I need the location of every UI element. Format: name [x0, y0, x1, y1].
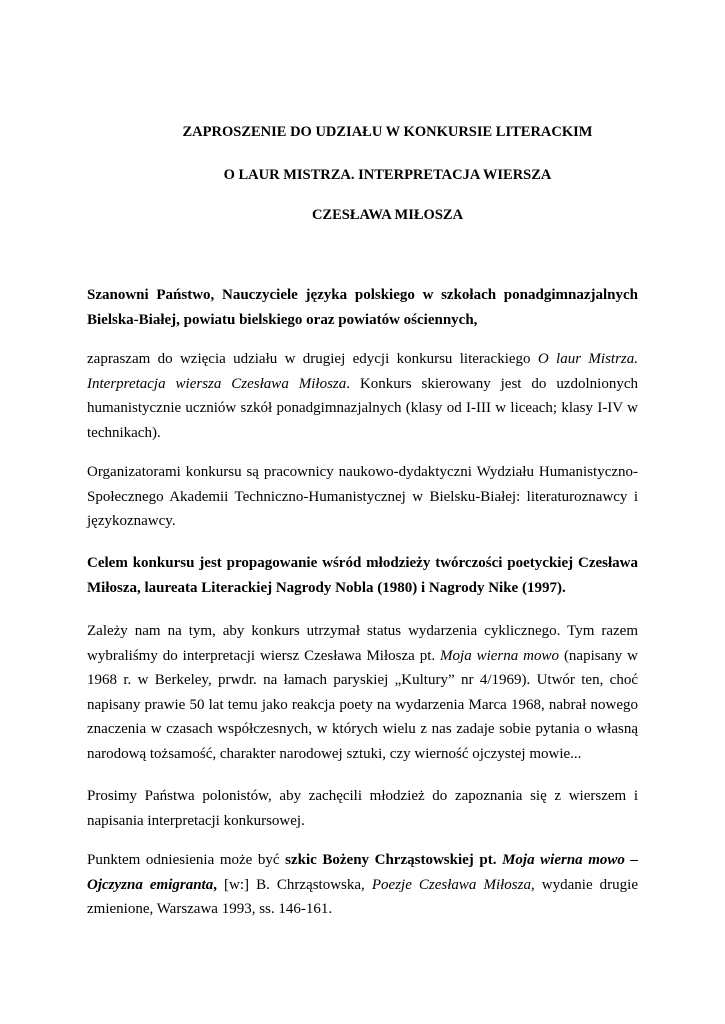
paragraph-line: Społecznego Akademii Techniczno-Humanistycznej w Bielsku-Białej: literaturoznawcy i: [87, 488, 638, 505]
greeting: [87, 283, 638, 332]
paragraph-line: Celem konkursu jest propagowanie wśród młodzieży twórczości poetyckiej Czesława: [87, 555, 638, 571]
paragraph-line: Miłosza, laureata Literackiej Nagrody Nobla (1980) i Nagrody Nike (1997).: [87, 579, 566, 596]
title-line-2: O LAUR MISTRZA. INTERPRETACJA WIERSZA: [223, 167, 552, 183]
greeting-line: Szanowni Państwo, Nauczyciele języka polskiego w szkołach ponadgimnazjalnych: [87, 287, 638, 303]
paragraph-organizers: [87, 460, 638, 534]
paragraph-line: Ojczyzna emigranta, [w:] B. Chrząstowska, Poezje Czesława Miłosza, wydanie drugie: [87, 876, 639, 893]
paragraph-line: Organizatorami konkursu są pracownicy naukowo-dydaktyczni Wydziału Humanistyczno-: [87, 464, 638, 480]
paragraph-request: [87, 784, 638, 833]
paragraph-line: językoznawcy.: [87, 513, 176, 529]
paragraph-reference: [87, 848, 638, 922]
paragraph-line: technikach).: [87, 424, 161, 441]
paragraph-line: napisany prawie 50 lat temu jako reakcja poety na wydarzenia Marca 1968, nabrał nowego: [87, 696, 638, 713]
paragraph-line: zmienione, Warszawa 1993, ss. 146-161.: [87, 901, 333, 917]
paragraph-poem: [87, 619, 638, 766]
greeting-line: Bielska-Białej, powiatu bielskiego oraz powiatów ościennych,: [87, 311, 478, 328]
paragraph-line: napisania interpretacji konkursowej.: [87, 812, 305, 829]
paragraph-line: Interpretacja wiersza Czesława Miłosza. Konkurs skierowany jest do uzdolnionych: [87, 375, 638, 392]
paragraph-line: znaczenia w czasach współczesnych, w których wielu z nas zadaje sobie pytania o własną: [87, 721, 638, 737]
paragraph-line: zapraszam do wzięcia udziału w drugiej edycji konkursu literackiego O laur Mistrza.: [87, 351, 638, 367]
paragraph-invitation: [87, 347, 638, 445]
paragraph-line: wybraliśmy do interpretacji wiersz Czesława Miłosza pt. Moja wierna mowo (napisany w: [87, 647, 639, 664]
paragraph-goal: [87, 551, 638, 600]
paragraph-line: Zależy nam na tym, aby konkurs utrzymał status wydarzenia cyklicznego. Tym razem: [87, 623, 638, 639]
paragraph-line: narodową tożsamość, charakter narodowej sztuki, czy wierność ojczystej mowie...: [87, 745, 582, 762]
paragraph-line: humanistycznie uczniów szkół ponadgimnazjalnych (klasy od I-III w liceach; klasy I-IV w: [87, 400, 638, 416]
paragraph-line: 1968 r. w Berkeley, prwdr. na łamach paryskiej „Kultury” nr 4/1969). Utwór ten, choć: [87, 672, 638, 688]
title-line-3: CZESŁAWA MIŁOSZA: [311, 207, 464, 223]
paragraph-line: Punktem odniesienia może być szkic Bożeny Chrząstowskiej pt. Moja wierna mowo –: [87, 852, 639, 868]
title-line-1: ZAPROSZENIE DO UDZIAŁU W KONKURSIE LITERACKIM: [182, 124, 593, 140]
paragraph-line: Prosimy Państwa polonistów, aby zachęcili młodzież do zapoznania się z wierszem i: [87, 788, 638, 804]
